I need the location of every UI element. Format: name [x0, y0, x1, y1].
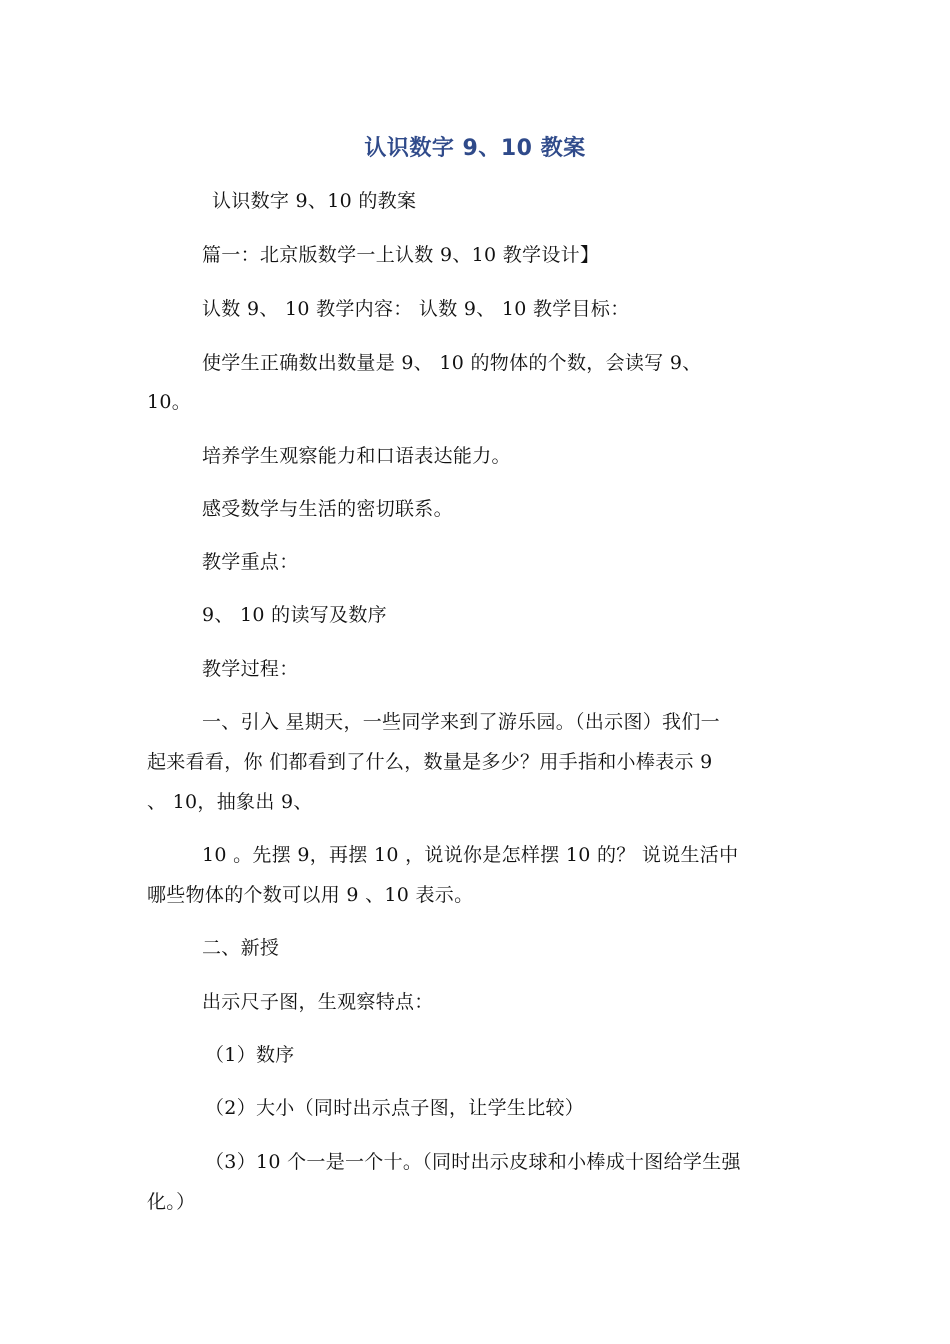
list-item: （1）数序 [205, 1044, 295, 1066]
paragraph-line: 出示尺子图，生观察特点： [202, 991, 434, 1013]
paragraph-line: 10。 [147, 391, 192, 413]
paragraph-line: 教学重点： [202, 551, 299, 573]
paragraph-line: 篇一：北京版数学一上认数 9、10 教学设计】 [202, 244, 600, 266]
document-subtitle: 认识数字 9、10 的教案 [212, 190, 417, 212]
paragraph-line: 、 10，抽象出 9、 [147, 791, 313, 813]
paragraph-line: 教学过程： [202, 658, 299, 680]
paragraph-line: 认数 9、 10 教学内容： 认数 9、 10 教学目标： [202, 298, 630, 320]
paragraph-line: 培养学生观察能力和口语表达能力。 [202, 445, 511, 467]
paragraph-line: 感受数学与生活的密切联系。 [202, 498, 453, 520]
paragraph-line: 9、 10 的读写及数序 [202, 604, 387, 626]
paragraph-line: 一、引入 星期天，一些同学来到了游乐园。（出示图）我们一 [202, 711, 720, 733]
paragraph-line: 10 。先摆 9，再摆 10 ，说说你是怎样摆 10 的？ 说说生活中 [202, 844, 739, 866]
document-title: 认识数字 9、10 教案 [364, 136, 586, 161]
list-item: （3）10 个一是一个十。（同时出示皮球和小棒成十图给学生强 [205, 1151, 741, 1173]
paragraph-line: 哪些物体的个数可以用 9 、10 表示。 [147, 884, 474, 906]
paragraph-line: 使学生正确数出数量是 9、 10 的物体的个数，会读写 9、 [202, 352, 702, 374]
paragraph-line: 化。） [147, 1191, 196, 1213]
section-heading: 二、新授 [202, 937, 280, 959]
list-item: （2）大小（同时出示点子图，让学生比较） [205, 1097, 585, 1119]
paragraph-line: 起来看看，你 们都看到了什么，数量是多少？用手指和小棒表示 9 [147, 751, 713, 773]
